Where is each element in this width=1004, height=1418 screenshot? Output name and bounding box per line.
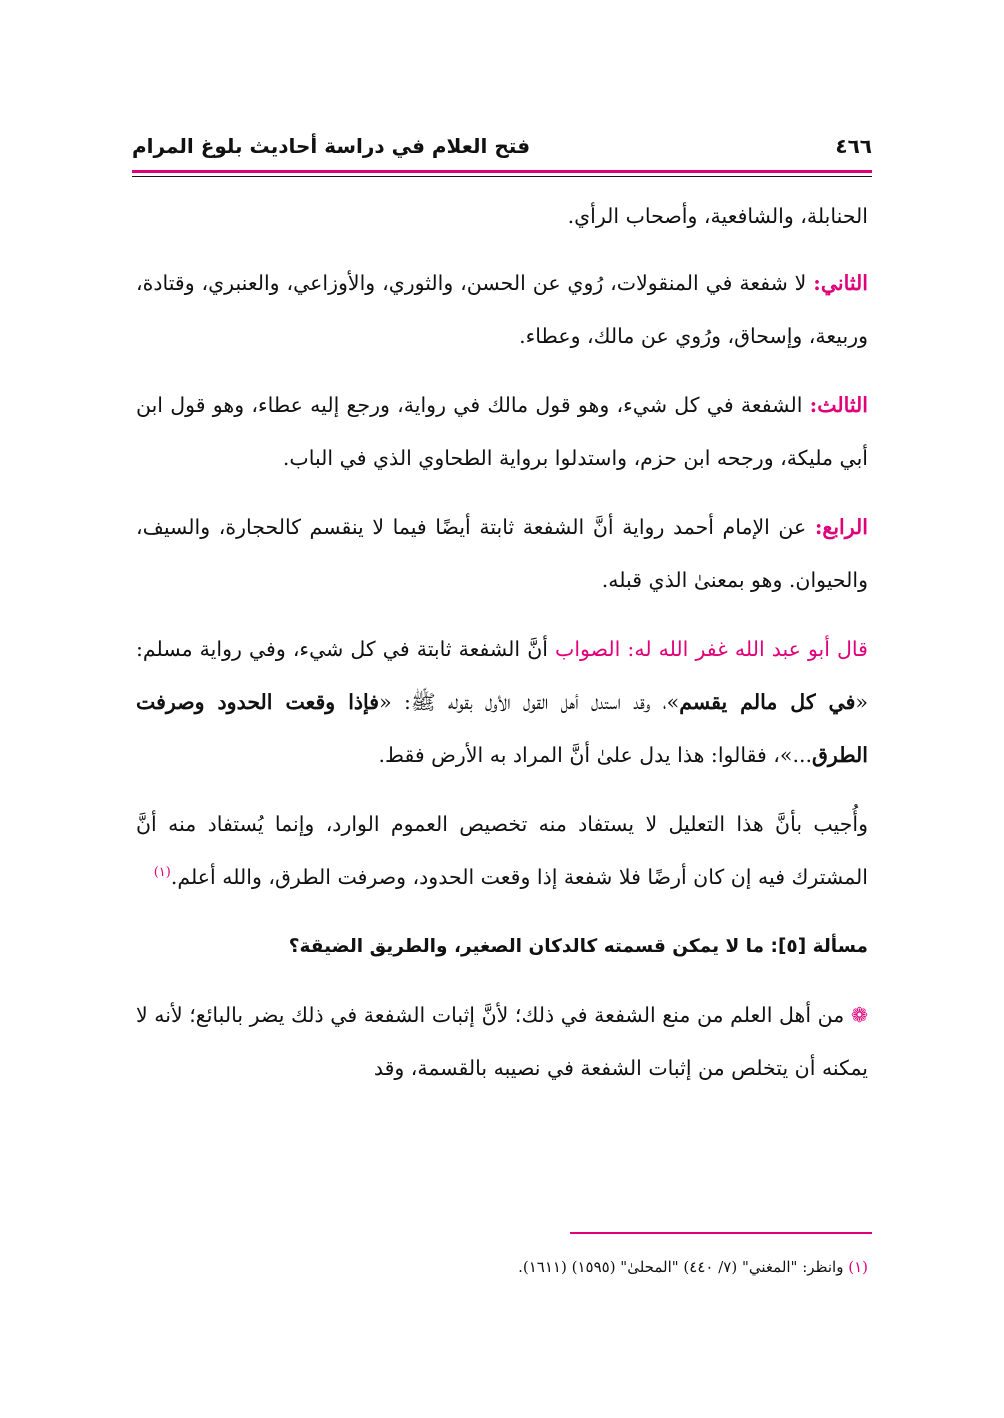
paragraph-6 xyxy=(136,798,868,904)
hadith-quote-2: فإذا وقعت الحدود وصرفت الطرق xyxy=(136,690,868,767)
paragraph-3-text: الشفعة في كل شيء، وهو قول مالك في رواية، ورجع إليه عطاء، وهو قول ابن أبي مليكة، ورجحه ابن حزم، واستدلوا برواية الطحاوي الذي في الباب. xyxy=(136,393,868,470)
issue-label: مسألة [٥]: xyxy=(770,936,868,957)
paragraph-5 xyxy=(136,623,868,782)
paragraph-4 xyxy=(136,501,868,607)
paragraph-2 xyxy=(136,257,868,363)
page-number: ٤٦٦ xyxy=(835,134,872,158)
page-header xyxy=(132,128,872,164)
issue-title: ما لا يمكن قسمته كالدكان الصغير، والطريق الضيقة؟ xyxy=(288,936,765,957)
paragraph-5-text-3: ...»، فقالوا: هذا يدل علىٰ أنَّ المراد به الأرض فقط. xyxy=(378,743,813,767)
header-rule xyxy=(132,176,872,177)
opinion-label-second: الثاني: xyxy=(813,271,868,295)
correct-label: الصواب xyxy=(555,637,621,661)
paragraph-7-text: من أهل العلم من منع الشفعة في ذلك؛ لأنَّ إثبات الشفعة في ذلك يضر بالبائع؛ لأنه لا يمكنه أن يتخلص من إثبات الشفعة في نصيبه بالقسمة، وقد xyxy=(136,1003,868,1080)
footnote xyxy=(136,1252,868,1282)
paragraph-1: الحنابلة، والشافعية، وأصحاب الرأي. xyxy=(567,204,868,228)
paragraph-5-text-1: أنَّ الشفعة ثابتة في كل شيء، وفي رواية مسلم: « xyxy=(136,637,868,714)
paragraph-5-text-2: »، وقد استدل أهل القول الأول بقوله ﷺ: « xyxy=(379,690,680,714)
hadith-quote-1: في كل مالم يقسم xyxy=(679,690,856,714)
paragraph-2-text: لا شفعة في المنقولات، رُوي عن الحسن، والثوري، والأوزاعي، والعنبري، وقتادة، وربيعة، وإسحاق، ورُوي عن مالك، وعطاء. xyxy=(136,271,868,348)
flower-ornament-icon: ❁ xyxy=(850,1003,868,1027)
opinion-label-third: الثالث: xyxy=(809,393,868,417)
author-statement: قال أبو عبد الله غفر الله له: xyxy=(627,637,868,661)
page-body xyxy=(136,190,868,1111)
paragraph-3 xyxy=(136,379,868,485)
footnote-reference[interactable]: (١) xyxy=(153,865,171,881)
paragraph-7 xyxy=(136,989,868,1095)
issue-heading xyxy=(136,920,868,973)
paragraph-4-text: عن الإمام أحمد رواية أنَّ الشفعة ثابتة أيضًا فيما لا ينقسم كالحجارة، والسيف، والحيوان. وهو بمعنىٰ الذي قبله. xyxy=(136,515,868,592)
footnote-separator xyxy=(570,1232,872,1234)
running-title: فتح العلام في دراسة أحاديث بلوغ المرام xyxy=(132,134,531,158)
paragraph-6-text: وأُجيب بأنَّ هذا التعليل لا يستفاد منه تخصيص العموم الوارد، وإنما يُستفاد منه أنَّ المشترك فيه إن كان أرضًا فلا شفعة إذا وقعت الحدود، وصرفت الطرق، والله أعلم. xyxy=(136,812,868,889)
footnote-text: وانظر: "المغني" (٧/ ٤٤٠) "المحلىٰ" (١٥٩٥) (١٦١١). xyxy=(518,1258,849,1276)
header-rule-accent xyxy=(132,170,872,173)
opinion-label-fourth: الرابع: xyxy=(814,515,868,539)
footnote-number: (١) xyxy=(848,1258,868,1276)
